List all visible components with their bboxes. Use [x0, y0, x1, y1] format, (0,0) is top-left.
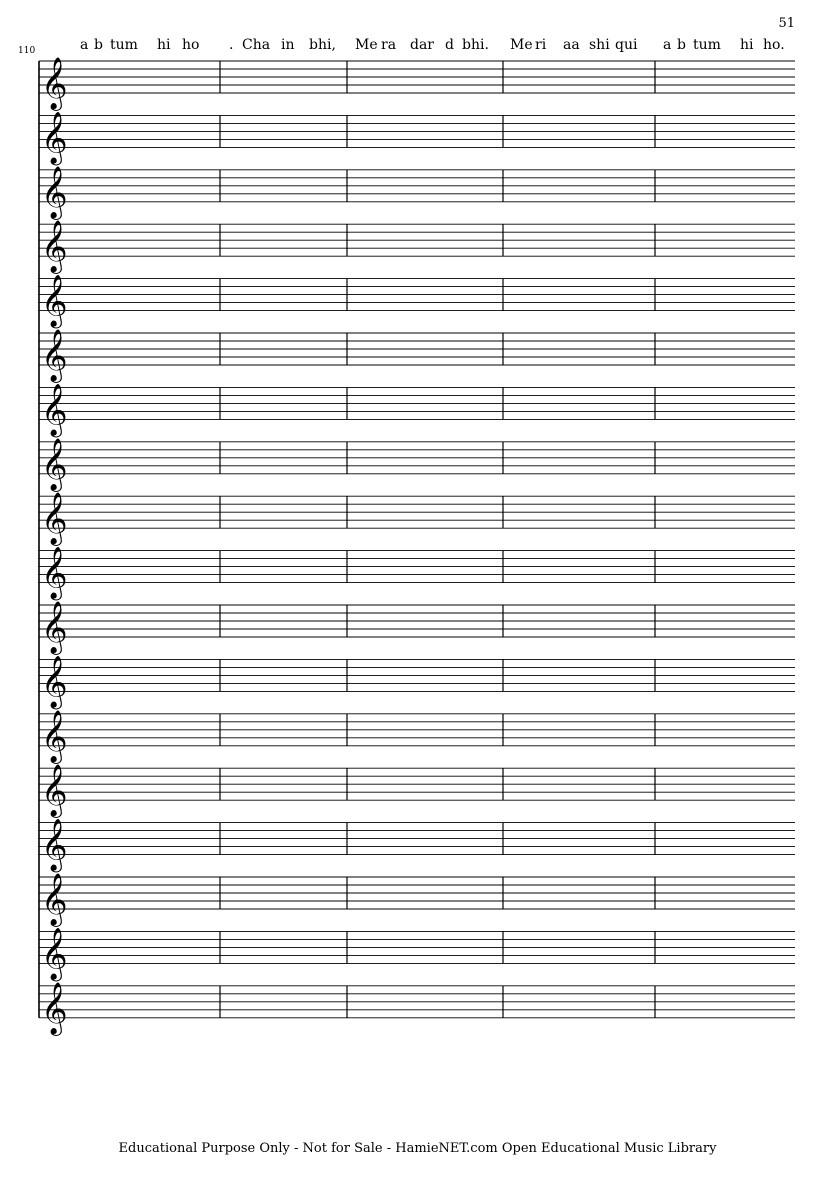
lyric-syllable: ri — [535, 37, 547, 53]
treble-clef-icon: 𝄞 — [41, 763, 68, 817]
lyric-syllable: a — [80, 37, 89, 53]
staff — [39, 382, 795, 437]
treble-clef-icon: 𝄞 — [41, 708, 68, 762]
staff — [39, 165, 795, 220]
staff — [39, 546, 795, 601]
staff — [39, 926, 795, 981]
staff — [39, 600, 795, 655]
treble-clef-icon: 𝄞 — [41, 273, 68, 327]
lyric-syllable: bhi. — [462, 37, 489, 53]
lyric-syllable: qui — [615, 37, 638, 53]
lyric-syllable: dar — [410, 37, 435, 53]
treble-clef-icon: 𝄞 — [41, 110, 68, 164]
treble-clef-icon: 𝄞 — [41, 872, 68, 925]
lyric-syllable: b — [677, 37, 686, 53]
lyric-syllable: Me — [355, 37, 378, 53]
lyric-syllable: Me — [510, 37, 533, 53]
staff — [39, 818, 795, 873]
lyric-syllable: shi — [589, 37, 610, 53]
lyric-syllable: tum — [693, 37, 721, 53]
staff — [39, 56, 795, 111]
lyric-syllable: a — [663, 37, 672, 53]
treble-clef-icon: 𝄞 — [41, 654, 68, 708]
treble-clef-icon: 𝄞 — [41, 491, 68, 545]
lyric-syllable: hi — [157, 37, 171, 53]
staff — [39, 981, 795, 1036]
lyric-syllable: aa — [563, 37, 580, 53]
staff — [39, 328, 795, 383]
staff — [39, 654, 795, 709]
lyric-syllable: b — [94, 37, 103, 53]
treble-clef-icon: 𝄞 — [41, 600, 68, 653]
treble-clef-icon: 𝄞 — [41, 382, 68, 436]
lyric-syllable: tum — [110, 37, 138, 53]
treble-clef-icon: 𝄞 — [41, 219, 68, 273]
treble-clef-icon: 𝄞 — [41, 164, 68, 218]
footer-notice: Educational Purpose Only - Not for Sale - HamieNET.com Open Educational Music Library — [118, 1141, 717, 1156]
page-number: 51 — [778, 16, 795, 31]
treble-clef-icon: 𝄞 — [41, 817, 68, 871]
lyric-syllable: hi — [740, 37, 754, 53]
lyric-syllable: ra — [381, 37, 397, 53]
treble-clef-icon: 𝄞 — [41, 980, 68, 1034]
staff — [39, 219, 795, 274]
treble-clef-icon: 𝄞 — [41, 545, 68, 599]
staff — [39, 763, 795, 818]
lyric-syllable: in — [281, 37, 295, 53]
staff — [39, 491, 795, 546]
treble-clef-icon: 𝄞 — [41, 926, 68, 980]
lyric-syllable: . — [229, 37, 234, 53]
staff — [39, 437, 795, 492]
lyric-syllable: bhi, — [309, 37, 336, 53]
staff — [39, 274, 795, 329]
treble-clef-icon: 𝄞 — [41, 328, 68, 381]
treble-clef-icon: 𝄞 — [41, 436, 68, 490]
measure-number: 110 — [18, 46, 36, 56]
staff — [39, 709, 795, 764]
lyric-syllable: ho — [182, 37, 200, 53]
lyric-syllable: Cha — [242, 37, 271, 53]
treble-clef-icon: 𝄞 — [41, 56, 68, 109]
lyric-syllable: d — [445, 37, 454, 53]
staff — [39, 872, 795, 927]
staff — [39, 110, 795, 165]
lyric-syllable: ho. — [763, 37, 785, 53]
